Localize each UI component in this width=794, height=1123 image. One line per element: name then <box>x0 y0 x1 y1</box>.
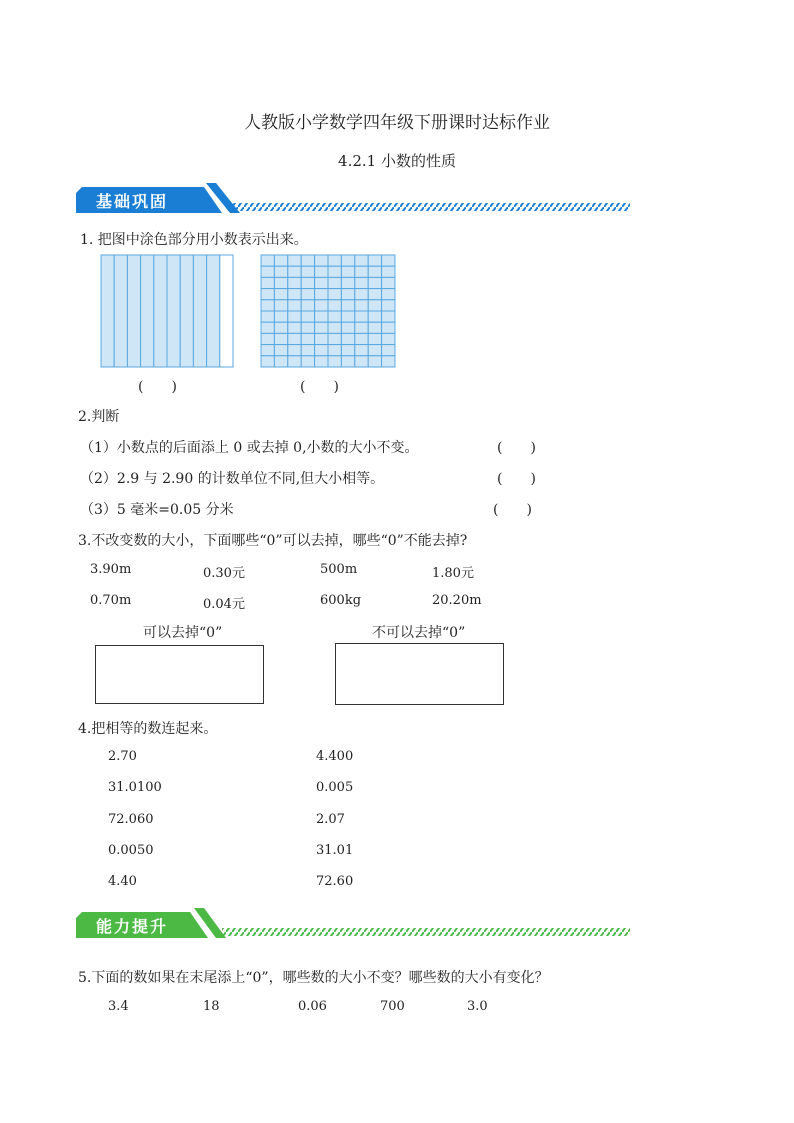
section-banner-basic <box>76 183 632 217</box>
number-item: 18 <box>203 999 220 1014</box>
shaded-cell <box>382 300 395 311</box>
shaded-strip <box>114 255 127 367</box>
shaded-cell <box>341 300 354 311</box>
shaded-cell <box>341 255 354 266</box>
shaded-cell <box>261 277 274 288</box>
shaded-cell <box>288 289 301 300</box>
shaded-cell <box>382 356 395 367</box>
shaded-cell <box>328 300 341 311</box>
shaded-cell <box>382 322 395 333</box>
match-right-item[interactable]: 0.005 <box>316 780 354 795</box>
shaded-cell <box>288 300 301 311</box>
shaded-cell <box>288 255 301 266</box>
number-item: 3.0 <box>467 999 488 1014</box>
shaded-cell <box>301 345 314 356</box>
shaded-cell <box>315 266 328 277</box>
shaded-cell <box>274 266 287 277</box>
shaded-cell <box>341 277 354 288</box>
shaded-cell <box>368 333 381 344</box>
shaded-cell <box>355 356 368 367</box>
shaded-cell <box>368 322 381 333</box>
shaded-cell <box>355 266 368 277</box>
number-item: 0.70m <box>90 593 132 608</box>
match-left-item[interactable]: 2.70 <box>108 749 137 764</box>
section-banner-advanced <box>76 908 632 942</box>
number-item: 700 <box>380 999 405 1014</box>
shaded-cell <box>261 333 274 344</box>
shaded-cell <box>315 277 328 288</box>
shaded-cell <box>288 266 301 277</box>
number-item: 3.4 <box>108 999 129 1014</box>
shaded-cell <box>301 266 314 277</box>
shaded-cell <box>315 322 328 333</box>
number-item: 20.20m <box>432 593 482 608</box>
shaded-cell <box>341 266 354 277</box>
shaded-cell <box>368 255 381 266</box>
shaded-cell <box>328 266 341 277</box>
shaded-cell <box>355 289 368 300</box>
shaded-cell <box>341 345 354 356</box>
shaded-strip <box>180 255 193 367</box>
shaded-cell <box>355 311 368 322</box>
shaded-cell <box>274 333 287 344</box>
answer-box-not-removable[interactable] <box>335 643 504 705</box>
shaded-cell <box>315 333 328 344</box>
shaded-strip <box>167 255 180 367</box>
shaded-cell <box>301 311 314 322</box>
question-3-prompt: 3.不改变数的大小，下面哪些“0”可以去掉，哪些“0”不能去掉? <box>78 533 468 549</box>
shaded-cell <box>261 300 274 311</box>
question-4-prompt: 4.把相等的数连起来。 <box>78 721 218 737</box>
shaded-cell <box>261 322 274 333</box>
number-item: 3.90m <box>90 562 132 577</box>
shaded-cell <box>368 311 381 322</box>
page-subtitle: 4.2.1 小数的性质 <box>338 152 456 170</box>
figure-hundredths-grid <box>260 254 396 368</box>
shaded-cell <box>315 311 328 322</box>
shaded-cell <box>368 277 381 288</box>
shaded-cell <box>315 356 328 367</box>
shaded-cell <box>301 255 314 266</box>
shaded-cell <box>328 311 341 322</box>
shaded-cell <box>301 322 314 333</box>
shaded-cell <box>261 255 274 266</box>
shaded-strip <box>141 255 154 367</box>
shaded-cell <box>368 356 381 367</box>
shaded-cell <box>355 255 368 266</box>
answer-box-removable[interactable] <box>95 645 264 704</box>
match-left-item[interactable]: 4.40 <box>108 874 137 889</box>
shaded-cell <box>341 322 354 333</box>
match-right-item[interactable]: 2.07 <box>316 812 345 827</box>
match-right-item[interactable]: 31.01 <box>316 843 354 858</box>
shaded-cell <box>328 277 341 288</box>
judge-item-3: （3）5 毫米=0.05 分米 <box>80 502 234 518</box>
shaded-cell <box>368 345 381 356</box>
shaded-cell <box>261 345 274 356</box>
shaded-cell <box>288 311 301 322</box>
judge-blank-3[interactable]: ( ) <box>493 502 532 518</box>
number-item: 1.80元 <box>432 566 474 581</box>
section-label-basic: 基础巩固 <box>96 192 169 211</box>
shaded-cell <box>274 322 287 333</box>
shaded-cell <box>382 266 395 277</box>
match-left-item[interactable]: 72.060 <box>108 812 154 827</box>
section-label-advanced: 能力提升 <box>96 917 169 936</box>
match-left-item[interactable]: 0.0050 <box>108 843 154 858</box>
shaded-cell <box>288 356 301 367</box>
shaded-cell <box>382 277 395 288</box>
question-1-prompt: 1. 把图中涂色部分用小数表示出来。 <box>80 232 308 248</box>
page-title: 人教版小学数学四年级下册课时达标作业 <box>244 113 550 133</box>
shaded-cell <box>261 356 274 367</box>
number-item: 0.04元 <box>203 597 245 612</box>
shaded-cell <box>315 255 328 266</box>
shaded-cell <box>341 333 354 344</box>
shaded-strip <box>207 255 220 367</box>
shaded-cell <box>355 277 368 288</box>
number-item: 0.30元 <box>203 566 245 581</box>
shaded-cell <box>368 266 381 277</box>
answer-blank-right[interactable]: ( ) <box>300 379 339 395</box>
number-item: 600kg <box>320 593 362 608</box>
shaded-cell <box>315 345 328 356</box>
shaded-cell <box>301 289 314 300</box>
shaded-cell <box>288 333 301 344</box>
shaded-cell <box>328 333 341 344</box>
shaded-cell <box>382 289 395 300</box>
shaded-cell <box>261 266 274 277</box>
shaded-cell <box>382 345 395 356</box>
shaded-cell <box>368 300 381 311</box>
shaded-cell <box>274 345 287 356</box>
shaded-cell <box>274 300 287 311</box>
shaded-cell <box>274 255 287 266</box>
shaded-cell <box>328 289 341 300</box>
figure-tenths-strip <box>100 254 234 368</box>
shaded-cell <box>261 289 274 300</box>
shaded-cell <box>328 345 341 356</box>
shaded-cell <box>341 289 354 300</box>
shaded-cell <box>328 322 341 333</box>
shaded-cell <box>301 333 314 344</box>
question-2-prompt: 2.判断 <box>78 409 120 425</box>
box-label-not-removable: 不可以去掉“0” <box>372 625 466 641</box>
shaded-cell <box>274 289 287 300</box>
shaded-cell <box>355 333 368 344</box>
shaded-cell <box>382 333 395 344</box>
shaded-cell <box>288 345 301 356</box>
shaded-cell <box>355 322 368 333</box>
match-right-item[interactable]: 72.60 <box>316 874 354 889</box>
shaded-cell <box>341 311 354 322</box>
judge-item-2: （2）2.9 与 2.90 的计数单位不同,但大小相等。 <box>80 471 385 487</box>
judge-blank-1[interactable]: ( ) <box>497 440 536 456</box>
match-left-item[interactable]: 31.0100 <box>108 780 162 795</box>
shaded-cell <box>301 277 314 288</box>
shaded-cell <box>274 277 287 288</box>
shaded-cell <box>288 277 301 288</box>
shaded-strip <box>193 255 206 367</box>
unshaded-strip <box>220 255 233 367</box>
judge-blank-2[interactable]: ( ) <box>497 471 536 487</box>
match-right-item[interactable]: 4.400 <box>316 749 354 764</box>
shaded-cell <box>341 356 354 367</box>
shaded-cell <box>315 289 328 300</box>
shaded-cell <box>261 311 274 322</box>
shaded-cell <box>328 255 341 266</box>
shaded-cell <box>301 356 314 367</box>
number-item: 500m <box>320 562 358 577</box>
shaded-strip <box>127 255 140 367</box>
shaded-cell <box>328 356 341 367</box>
shaded-cell <box>382 311 395 322</box>
shaded-cell <box>288 322 301 333</box>
number-item: 0.06 <box>298 999 327 1014</box>
question-5-prompt: 5.下面的数如果在末尾添上“0”，哪些数的大小不变？哪些数的大小有变化？ <box>78 970 549 986</box>
shaded-cell <box>315 300 328 311</box>
answer-blank-left[interactable]: ( ) <box>138 379 177 395</box>
shaded-strip <box>101 255 114 367</box>
shaded-cell <box>274 356 287 367</box>
shaded-cell <box>301 300 314 311</box>
shaded-cell <box>368 289 381 300</box>
shaded-cell <box>274 311 287 322</box>
shaded-cell <box>355 300 368 311</box>
shaded-strip <box>154 255 167 367</box>
box-label-removable: 可以去掉“0” <box>143 625 223 641</box>
shaded-cell <box>355 345 368 356</box>
judge-item-1: （1）小数点的后面添上 0 或去掉 0,小数的大小不变。 <box>80 440 419 456</box>
shaded-cell <box>382 255 395 266</box>
